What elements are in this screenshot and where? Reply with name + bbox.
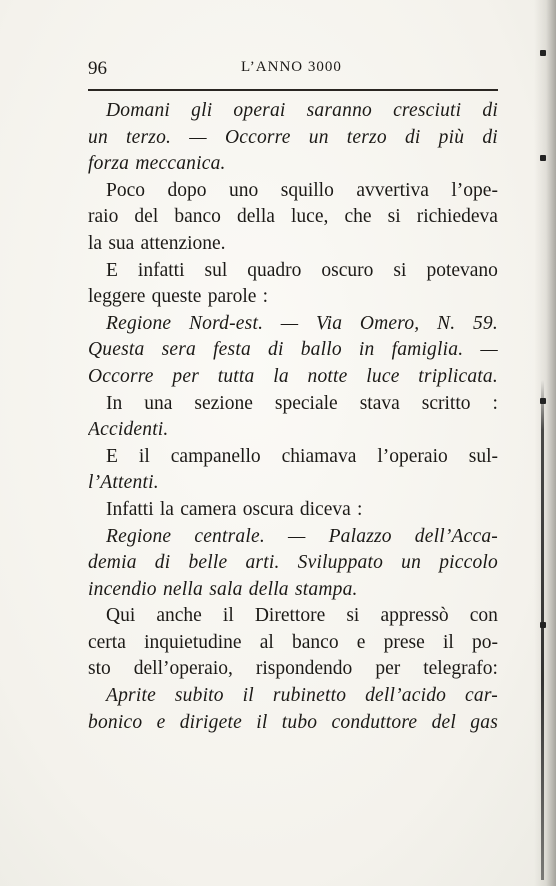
word: forza [88,153,130,175]
word: Omero, [359,312,420,334]
word: Via [315,312,343,334]
word: Aprite [106,685,156,707]
word: attenzione. [140,232,226,254]
word: appressò [380,605,449,627]
word: si [393,259,407,281]
text-line [88,710,498,737]
word: per [172,365,199,387]
word: cresciuti [393,100,462,121]
word: certa [88,631,126,653]
page-number: 96 [88,58,107,79]
word: Questa [88,339,145,361]
page-edge-mark [540,155,546,161]
word: — [280,312,299,334]
word: si [387,206,401,228]
text-line [88,284,498,311]
word: 59. [472,312,498,334]
word: Infatti [106,498,154,520]
word: luce [366,365,400,387]
text-line [88,630,498,657]
text-line [88,364,498,391]
word: gas [470,711,498,733]
word: di [482,126,498,148]
word: rispondendo [255,658,353,680]
word: dopo [167,179,207,201]
word: N. [437,312,456,334]
text-line [88,470,498,497]
text-line [88,231,498,258]
word: Regione [106,312,172,334]
word: della [248,578,289,600]
word: la [88,232,103,254]
word: dirigete [179,711,242,733]
word: car- [465,685,498,707]
word: stava [359,392,400,414]
word: con [469,605,498,627]
word: luce, [291,206,329,228]
page-edge-mark [540,50,546,56]
text-line [88,178,498,205]
word: scritto [421,392,471,414]
page-edge-line [541,380,544,880]
word: saranno [306,100,372,121]
word: : [262,286,269,308]
text-line [88,258,498,285]
word: E [106,259,118,281]
word: l’Attenti. [88,472,159,494]
word: ballo [300,339,342,361]
word: Nord-est. [188,312,264,334]
word: il [442,631,454,653]
text-line [88,151,498,178]
word: una [144,392,173,414]
word: nella [162,578,203,600]
word: bonico [88,711,143,733]
word: tubo [281,711,318,733]
text-line [88,311,498,338]
word: In [106,392,123,414]
word: — [480,339,498,361]
word: festa [213,339,251,361]
word: incendio [88,578,157,600]
word: tutta [217,365,255,387]
word: Accidenti. [88,419,169,441]
word: campanello [170,445,261,467]
word: piccolo [439,552,498,574]
word: diceva [299,498,351,520]
word: un [308,126,329,148]
word: Direttore [254,605,326,627]
word: più [438,126,465,148]
text-line [88,603,498,630]
running-title: L’ANNO 3000 [241,59,342,75]
word: centrale. [194,525,265,547]
word: camera [180,498,237,520]
word: triplicata. [418,365,498,387]
word: di [268,339,284,361]
word: notte [307,365,348,387]
word: sezione [194,392,253,414]
word: potevano [426,259,498,281]
word: sto [88,658,111,680]
word: di [404,126,421,148]
text-line [88,550,498,577]
word: gli [191,100,213,121]
word: sul [204,259,228,281]
word: — [189,126,207,148]
word: rubinetto [272,685,347,707]
word: stampa. [295,578,358,600]
word: queste [151,286,202,308]
word: terzo [346,126,387,148]
word: sera [161,339,196,361]
word: famiglia. [391,339,464,361]
page-header [88,58,498,82]
word: conduttore [331,711,418,733]
word: squillo [280,179,334,201]
word: sua [108,232,135,254]
word: po- [471,631,498,653]
word: Domani [106,100,171,121]
word: e [356,631,366,653]
word: della [237,206,275,228]
word: un [401,552,422,574]
word: banco [292,631,339,653]
word: richiedeva [416,206,498,228]
word: chiamava [281,445,357,467]
word: parole [207,286,257,308]
word: il [138,445,150,467]
word: oscura [242,498,294,520]
word: : [492,392,498,414]
text-line [88,98,498,125]
word: del [431,711,457,733]
word: operai [233,100,286,121]
text-line [88,497,498,524]
word: il [242,685,254,707]
body-text [88,98,498,736]
word: arti. [245,552,280,574]
text-line [88,125,498,152]
word: dell’operaio, [133,658,233,680]
word: del [134,206,159,228]
word: che [344,206,372,228]
word: anche [156,605,202,627]
word: E [106,445,118,467]
word: Qui [106,605,136,627]
word: sul- [468,445,498,467]
word: avvertiva [356,179,429,201]
word: l’ope- [451,179,498,201]
text-line [88,391,498,418]
word: di [154,552,171,574]
word: al [259,631,274,653]
text-line [88,417,498,444]
word: leggere [88,286,146,308]
word: Occorre [88,365,154,387]
word: speciale [274,392,338,414]
word: Poco [106,179,145,201]
word: Occorre [224,126,291,148]
word: sala [209,578,243,600]
word: in [358,339,375,361]
text-line [88,656,498,683]
word: — [287,525,306,547]
word: Regione [106,525,172,547]
text-line [88,683,498,710]
word: inquietudine [144,631,242,653]
page-edge-mark [540,622,546,628]
word: oscuro [321,259,374,281]
word: si [346,605,360,627]
page-edge-mark [540,398,546,404]
word: prese [383,631,425,653]
text-line [88,204,498,231]
word: di [482,100,498,121]
word: banco [174,206,221,228]
word: : [357,498,363,520]
word: infatti [137,259,185,281]
word: quadro [247,259,302,281]
word: un [88,126,108,148]
text-line [88,444,498,471]
word: la [159,498,174,520]
text-line [88,577,498,604]
word: e [156,711,166,733]
word: dell’Acca- [414,525,498,547]
page-edge-shadow [534,0,556,886]
word: l’operaio [377,445,448,467]
text-line [88,524,498,551]
word: il [256,711,268,733]
text-line [88,337,498,364]
word: terzo. [126,126,172,148]
word: uno [229,179,259,201]
header-rule [88,89,498,91]
word: raio [88,206,119,228]
word: per [375,658,401,680]
word: telegrafo: [423,658,498,680]
word: meccanica. [135,153,226,175]
word: Palazzo [328,525,392,547]
word: subito [174,685,224,707]
word: demia [88,552,137,574]
word: dell’acido [365,685,447,707]
word: belle [188,552,228,574]
word: la [273,365,289,387]
word: Sviluppato [297,552,384,574]
word: il [222,605,234,627]
